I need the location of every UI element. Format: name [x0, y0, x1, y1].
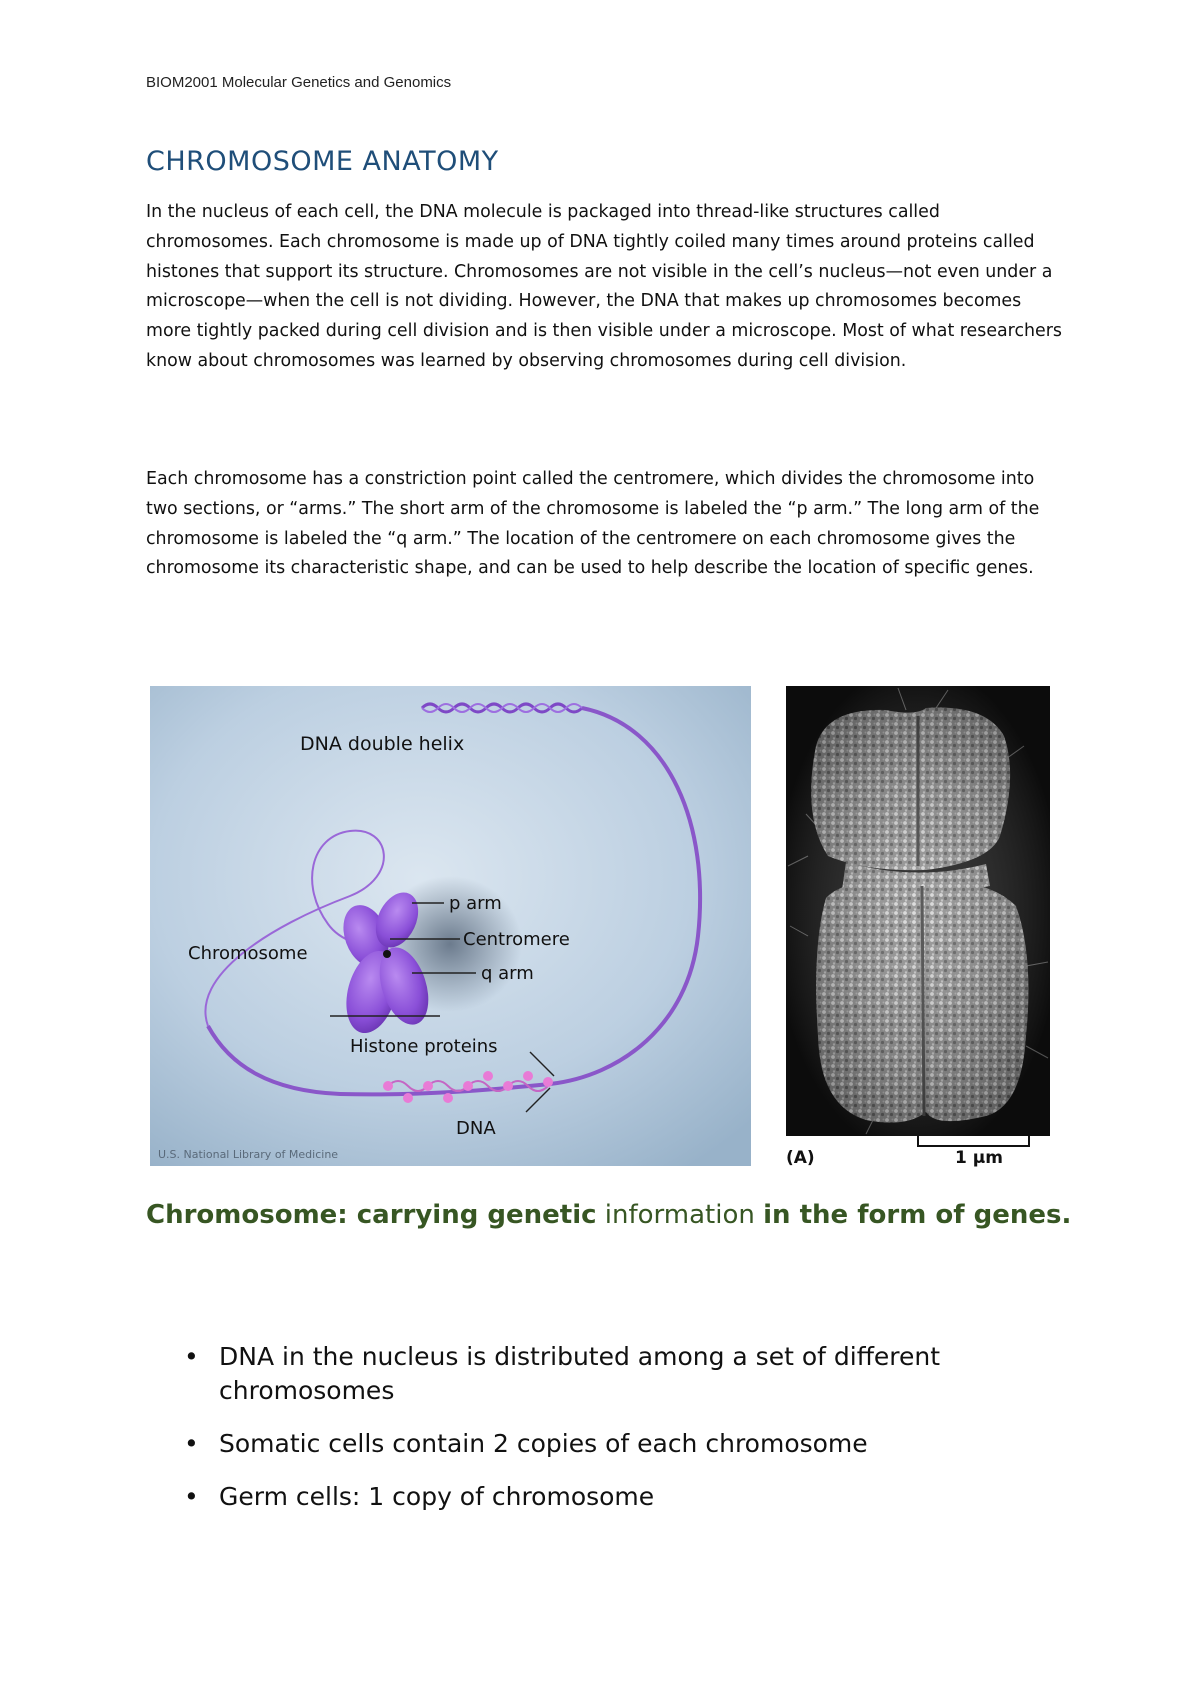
label-dna-double-helix: DNA double helix	[300, 733, 465, 755]
bullet-icon: •	[184, 1482, 199, 1511]
label-histone-proteins: Histone proteins	[350, 1036, 498, 1057]
paragraph-centromere: Each chromosome has a constriction point called the centromere, which divides the chromosome into two sections, or “arms.” The short arm of the chromosome is labeled the “p arm.” The long arm of the chromosome is labeled the “q arm.” The location of the centromere on each chromosome gives the chromosome its characteristic shape, and can be used to help describe the location of specific genes.	[146, 469, 1040, 579]
label-p-arm: p arm	[449, 893, 502, 914]
caption-part1: Chromosome: carrying genetic	[146, 1200, 597, 1230]
bullet-text: Somatic cells contain 2 copies of each chromosome	[219, 1429, 868, 1458]
caption-part2: information	[604, 1200, 755, 1230]
page-header: BIOM2001 Molecular Genetics and Genomics	[146, 74, 452, 91]
label-chromosome: Chromosome	[188, 943, 308, 964]
document-title: CHROMOSOME ANATOMY	[146, 146, 499, 177]
list-item	[146, 1427, 1076, 1461]
bullet-icon: •	[184, 1429, 199, 1458]
figure-caption	[146, 1196, 1076, 1234]
label-q-arm: q arm	[481, 963, 534, 984]
label-dna: DNA	[456, 1118, 496, 1139]
scale-label: 1 µm	[955, 1148, 1003, 1168]
chromosome-micrograph	[786, 686, 1050, 1136]
scale-bar	[917, 1136, 1030, 1148]
image-credit: U.S. National Library of Medicine	[158, 1148, 339, 1161]
bullet-text: Germ cells: 1 copy of chromosome	[219, 1482, 655, 1511]
label-centromere: Centromere	[463, 929, 570, 950]
caption-part3: in the form of genes.	[763, 1200, 1072, 1230]
panel-label: (A)	[786, 1148, 815, 1168]
bullet-list	[146, 1340, 1076, 1533]
bullet-icon: •	[184, 1342, 199, 1371]
bullet-text: DNA in the nucleus is distributed among a set of different chromosomes	[219, 1342, 941, 1405]
paragraph-chromosome-packaging: In the nucleus of each cell, the DNA molecule is packaged into thread-like structures called chromosomes. Each chromosome is made up of DNA tightly coiled many times around proteins called histones that support its structure. Chromosomes are not visible in the cell’s nucleus—not even under a microscope—when the cell is not dividing. However, the DNA that makes up chromosomes becomes more tightly packed during cell division and is then visible under a microscope. Most of what researchers know about chromosomes was learned by observing chromosomes during cell division.	[146, 202, 1062, 371]
list-item	[146, 1480, 1076, 1514]
centromere-dot	[383, 950, 391, 958]
list-item	[146, 1340, 1076, 1408]
chromosome-diagram	[150, 686, 751, 1166]
